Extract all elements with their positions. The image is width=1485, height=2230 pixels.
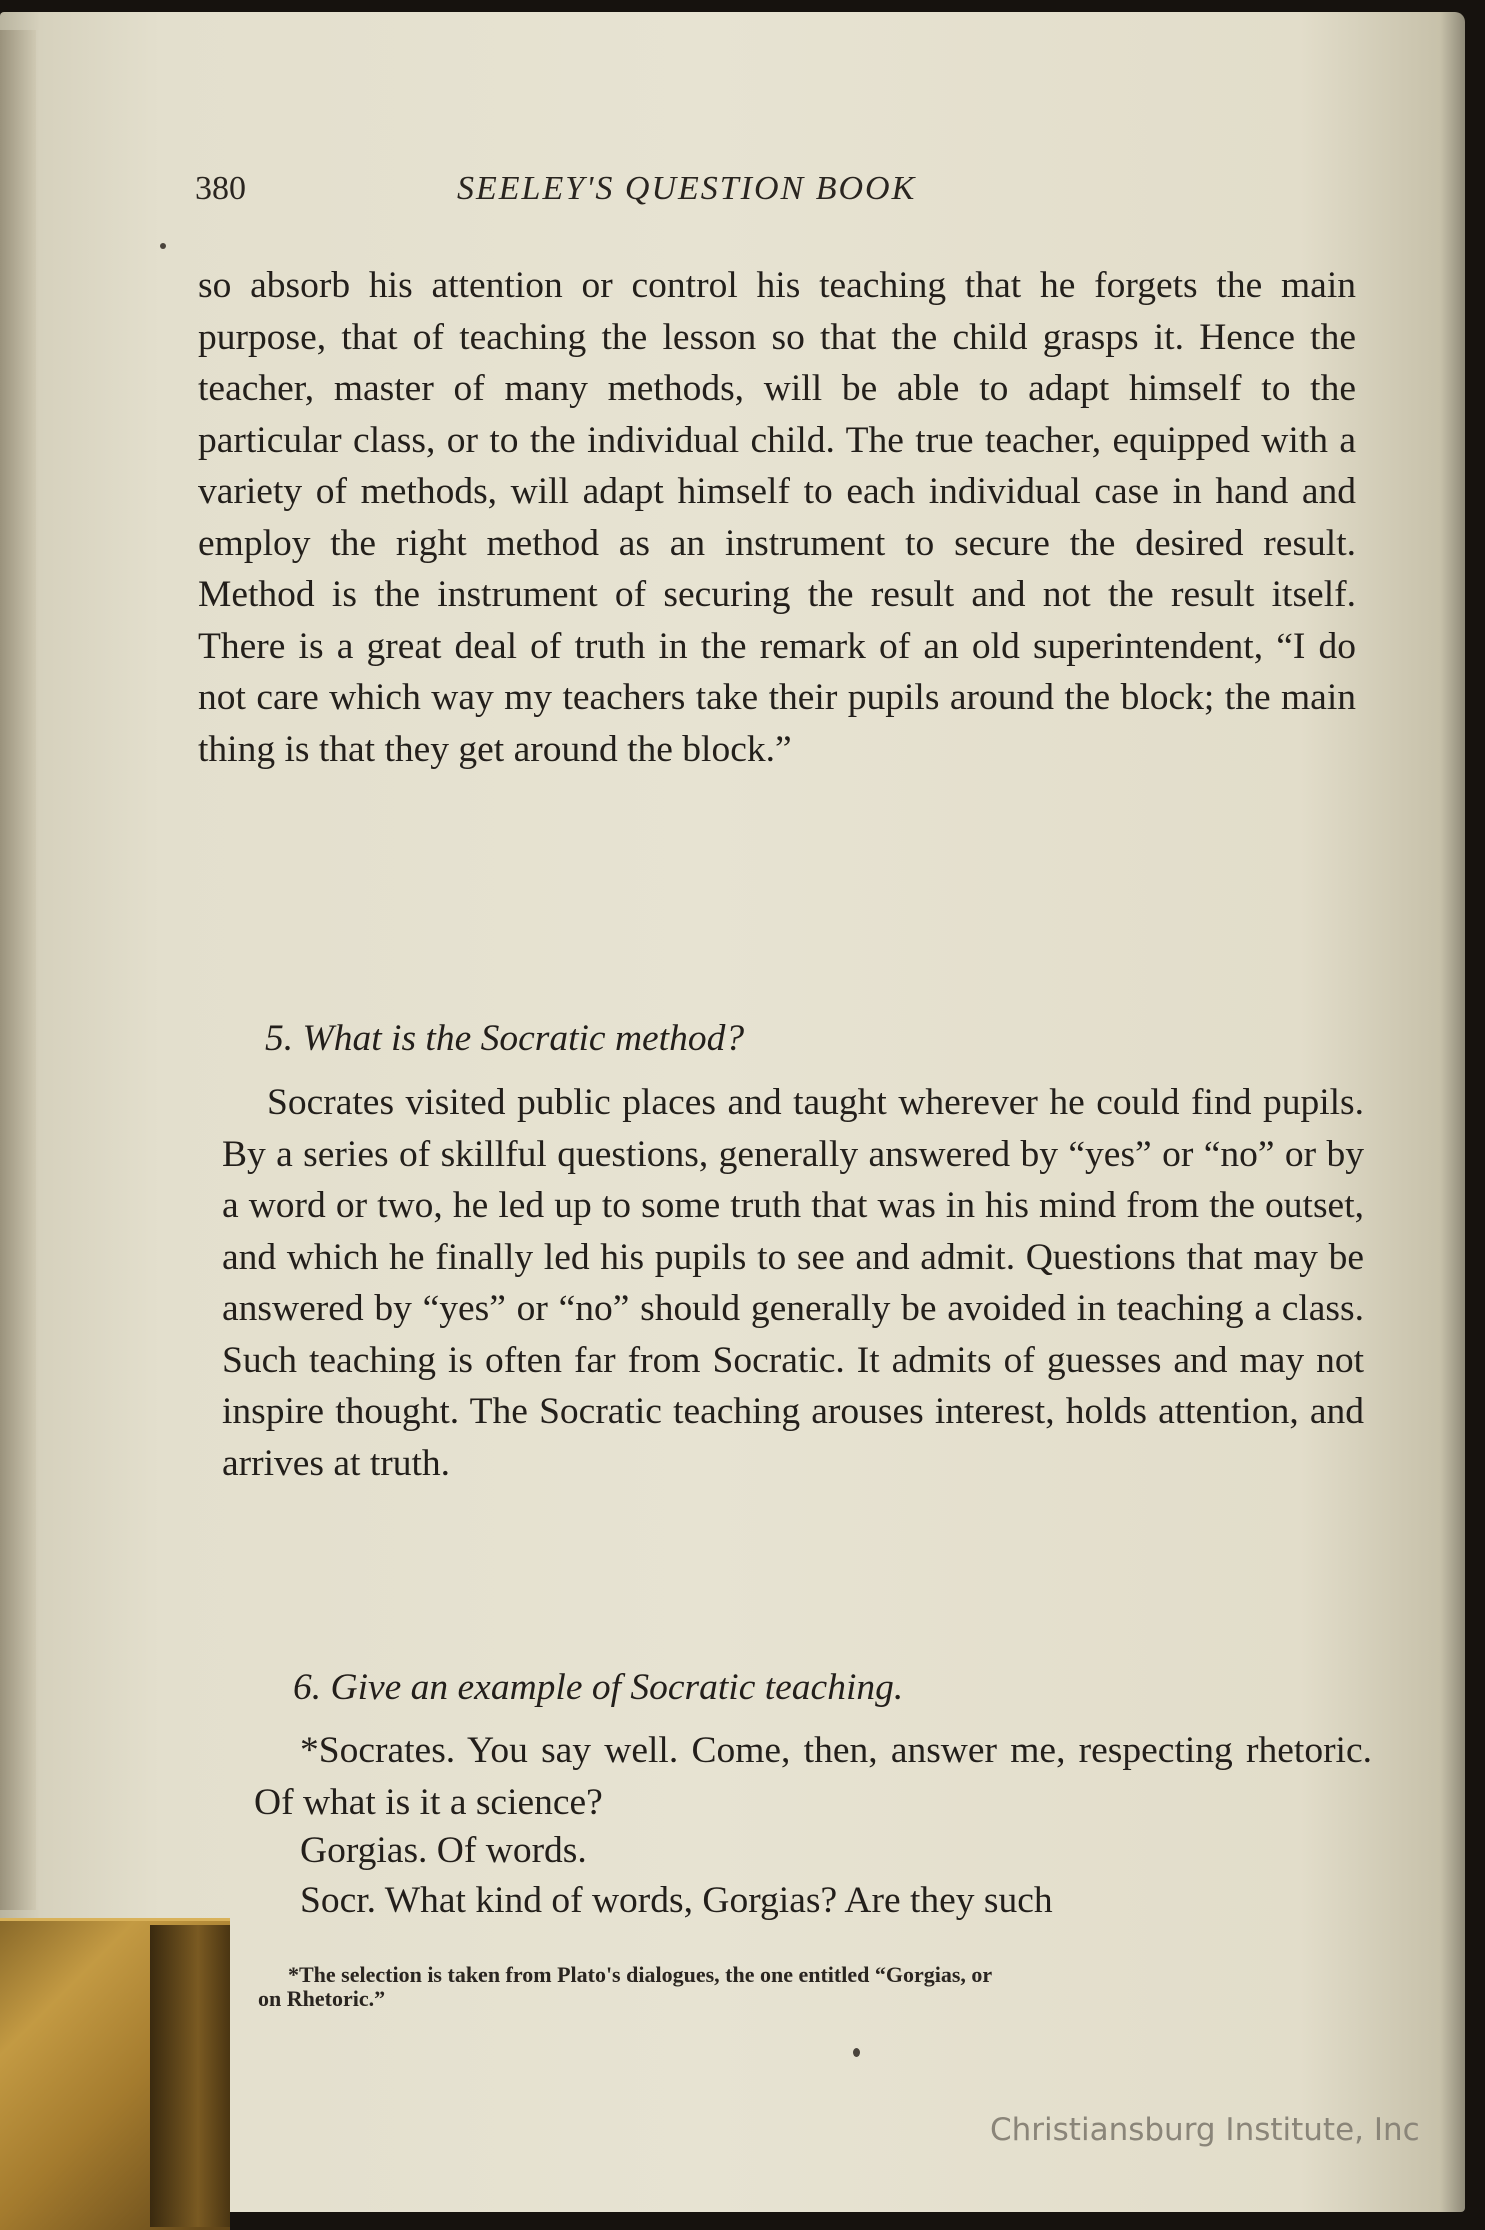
speck-mark <box>853 2048 860 2057</box>
page-header <box>195 170 1090 220</box>
speck-mark <box>160 243 166 249</box>
question-6-heading: 6. Give an example of Socratic teaching. <box>293 1667 904 1708</box>
paragraph-socratic-method: Socrates visited public places and taught wherever he could find pupils. By a series of skillful questions, generally answered by “yes” or “no” or by a word or two, he led up to some truth that was in his mind from the outset, and which he finally led his pupils to see and admit. Questions that may be answered by “yes” or “no” should generally be avoided in teaching a class. Such teaching is often far from Socratic. It admits of guesses and may not inspire thought. The Socratic teaching arouses interest, holds attention, and arrives at truth. <box>222 1082 1364 1484</box>
watermark: Christiansburg Institute, Inc <box>990 2112 1420 2148</box>
book-corner-edge <box>150 1925 230 2227</box>
running-head: SEELEY'S QUESTION BOOK <box>457 170 917 207</box>
footnote-line-2: on Rhetoric.” <box>258 1986 386 2011</box>
dialogue-socrates-line: *Socrates. You say well. Come, then, answer me, respecting rhetoric. Of what is it a science? <box>254 1730 1372 1823</box>
dialogue-socr-line: Socr. What kind of words, Gorgias? Are they such <box>300 1880 1053 1921</box>
page-number: 380 <box>195 170 246 207</box>
paragraph-method: so absorb his attention or control his teaching that he forgets the main purpose, that of teaching the lesson so that the child grasps it. Hence the teacher, master of many methods, will be able to adapt himself to the particular class, or to the individual child. The true teacher, equipped with a variety of methods, will adapt himself to each individual case in hand and employ the right method as an instrument to secure the desired result. Method is the instrument of securing the result and not the result itself. There is a great deal of truth in the remark of an old superintendent, “I do not care which way my teachers take their pupils around the block; the main thing is that they get around the block.” <box>198 265 1356 770</box>
dialogue-gorgias-line: Gorgias. Of words. <box>300 1830 587 1871</box>
book-gutter <box>0 30 36 1910</box>
footnote-line-1: *The selection is taken from Plato's dialogues, the one entitled “Gorgias, or <box>288 1962 993 1987</box>
question-5-heading: 5. What is the Socratic method? <box>265 1018 745 1059</box>
footnote <box>258 1963 1368 2011</box>
